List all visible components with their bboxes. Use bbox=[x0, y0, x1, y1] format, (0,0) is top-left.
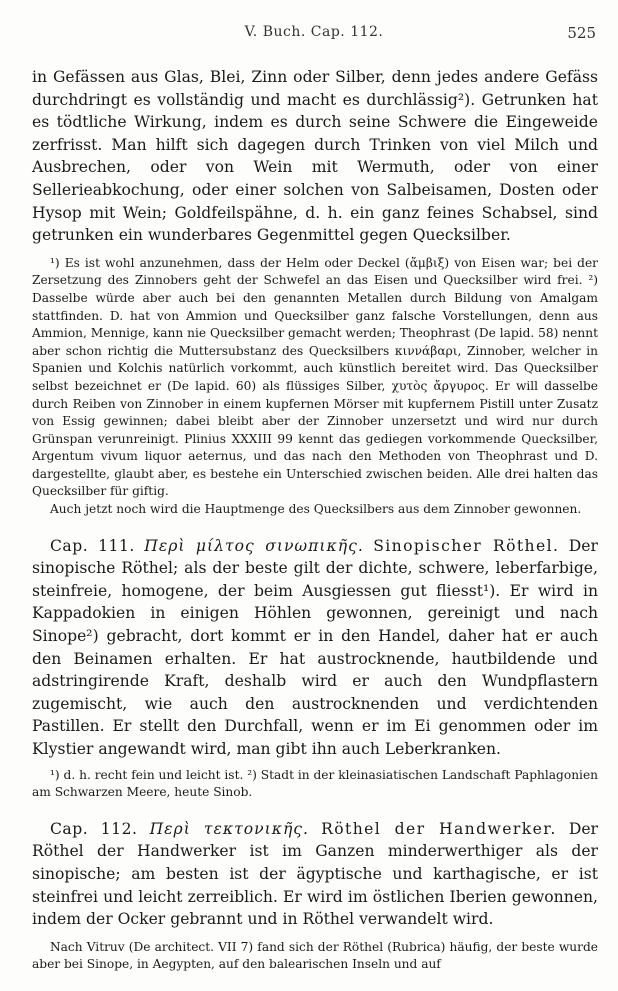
chapter-112-number: Cap. 112. bbox=[50, 819, 138, 838]
chapter-112-title: Röthel der Handwerker. bbox=[321, 819, 557, 838]
chapter-112-footnote: Nach Vitruv (De architect. VII 7) fand sich der Röthel (Rubrica) häufig, der beste wurde aber bei Sinope, in Aegypten, auf den balearischen Inseln und auf bbox=[32, 939, 598, 972]
chapter-111-greek-title: Περὶ μίλτος σινωπικῆς. bbox=[144, 536, 364, 555]
chapter-112-text: Der Röthel der Handwerker ist im Ganzen minderwerthiger als der sinopische; am besten ist der ägyptische und karthagische, er ist steinfrei und leicht zerreiblich. Er wird im östlichen Iberien gewonnen, indem der Ocker gebrannt und in Röthel verwandelt wird. bbox=[32, 819, 598, 929]
page-header bbox=[32, 24, 596, 48]
running-head: V. Buch. Cap. 112. bbox=[244, 24, 384, 40]
intro-footnote-extra: Auch jetzt noch wird die Hauptmenge des Quecksilbers aus dem Zinnober gewonnen. bbox=[50, 502, 582, 517]
intro-paragraph: in Gefässen aus Glas, Blei, Zinn oder Silber, denn jedes andere Gefäss durchdringt es vollständig und macht es durchlässig²). Getrunken hat es tödtliche Wirkung, indem es durch seine Schwere die Eingeweide zerfrisst. Man hilft sich dagegen durch Trinken von viel Milch und Ausbrechen, oder von Wein mit Wermuth, oder von einer Sellerieabkochung, oder einer solchen von Salbeisamen, Dosten oder Hysop mit Wein; Goldfeilspähne, d. h. ein ganz feines Schabsel, sind getrunken ein wunderbares Gegenmittel gegen Quecksilber. bbox=[32, 68, 598, 245]
chapter-111-title: Sinopischer Röthel. bbox=[373, 536, 560, 555]
intro-footnote: ¹) Es ist wohl anzunehmen, dass der Helm oder Deckel (ἄμβιξ) von Eisen war; bei der Zersetzung des Zinnobers geht der Schwefel an das Eisen und Quecksilber wird frei. ²) Dasselbe würde aber auch bei den genannten Metallen durch Bildung von Amalgam stattfinden. D. hat von Ammion und Quecksilber ganz falsche Vorstellungen, denn aus Ammion, Mennige, kann nie Quecksilber gemacht werden; Theophrast (De lapid. 58) nennt aber schon richtig die Muttersubstanz des Quecksilbers κιννάβαρι, Zinnober, welcher in Spanien und Kolchis natürlich vorkommt, auch künstlich bereitet wird. Das Quecksilber selbst bezeichnet er (De lapid. 60) als flüssiges Silber, χυτὸς ἄργυρος. Er will dasselbe durch Reiben von Zinnober in einem kupfernen Mörser mit kupfernem Pistill unter Zusatz von Essig gewinnen; dabei bleibt aber der Zinnober unzersetzt und wird nur durch Grünspan verunreinigt. Plinius XXXIII 99 kennt das gediegen vorkommende Quecksilber, Argentum vivum liquor aeternus, und das nach den Methoden von Theophrast und D. dargestellte, glaubt aber, es bestehe ein Unterschied zwischen beiden. Alle drei halten das Quecksilber für giftig. bbox=[32, 255, 598, 499]
chapter-112-paragraph bbox=[32, 818, 598, 931]
page-number: 525 bbox=[567, 24, 596, 42]
chapter-111-number: Cap. 111. bbox=[50, 536, 135, 555]
chapter-111 bbox=[32, 535, 598, 802]
chapter-112-greek-title: Περὶ τεκτονικῆς. bbox=[149, 819, 309, 838]
chapter-112 bbox=[32, 818, 598, 974]
chapter-111-paragraph bbox=[32, 535, 598, 761]
chapter-111-text: Der sinopische Röthel; als der beste gilt der dichte, schwere, leberfarbige, steinfreie, homogene, der beim Ausgiessen gut fliesst¹). Er wird in Kappadokien in einigen Höhlen gewonnen, gereinigt und nach Sinope²) gebracht, dort kommt er in den Handel, daher hat er auch den Beinamen erhalten. Er hat austrocknende, hautbildende und adstringirende Kraft, deshalb wird er auch den Wundpflastern zugemischt, wie auch den austrocknenden und verdichtenden Pastillen. Er stellt den Durchfall, wenn er im Ei genommen oder im Klystier angewandt wird, man gibt ihn auch Leberkranken. bbox=[32, 536, 598, 758]
page-content bbox=[32, 66, 598, 974]
chapter-111-footnote: ¹) d. h. recht fein und leicht ist. ²) Stadt in der kleinasiatischen Landschaft Paphlagonien am Schwarzen Meere, heute Sinob. bbox=[32, 767, 598, 800]
